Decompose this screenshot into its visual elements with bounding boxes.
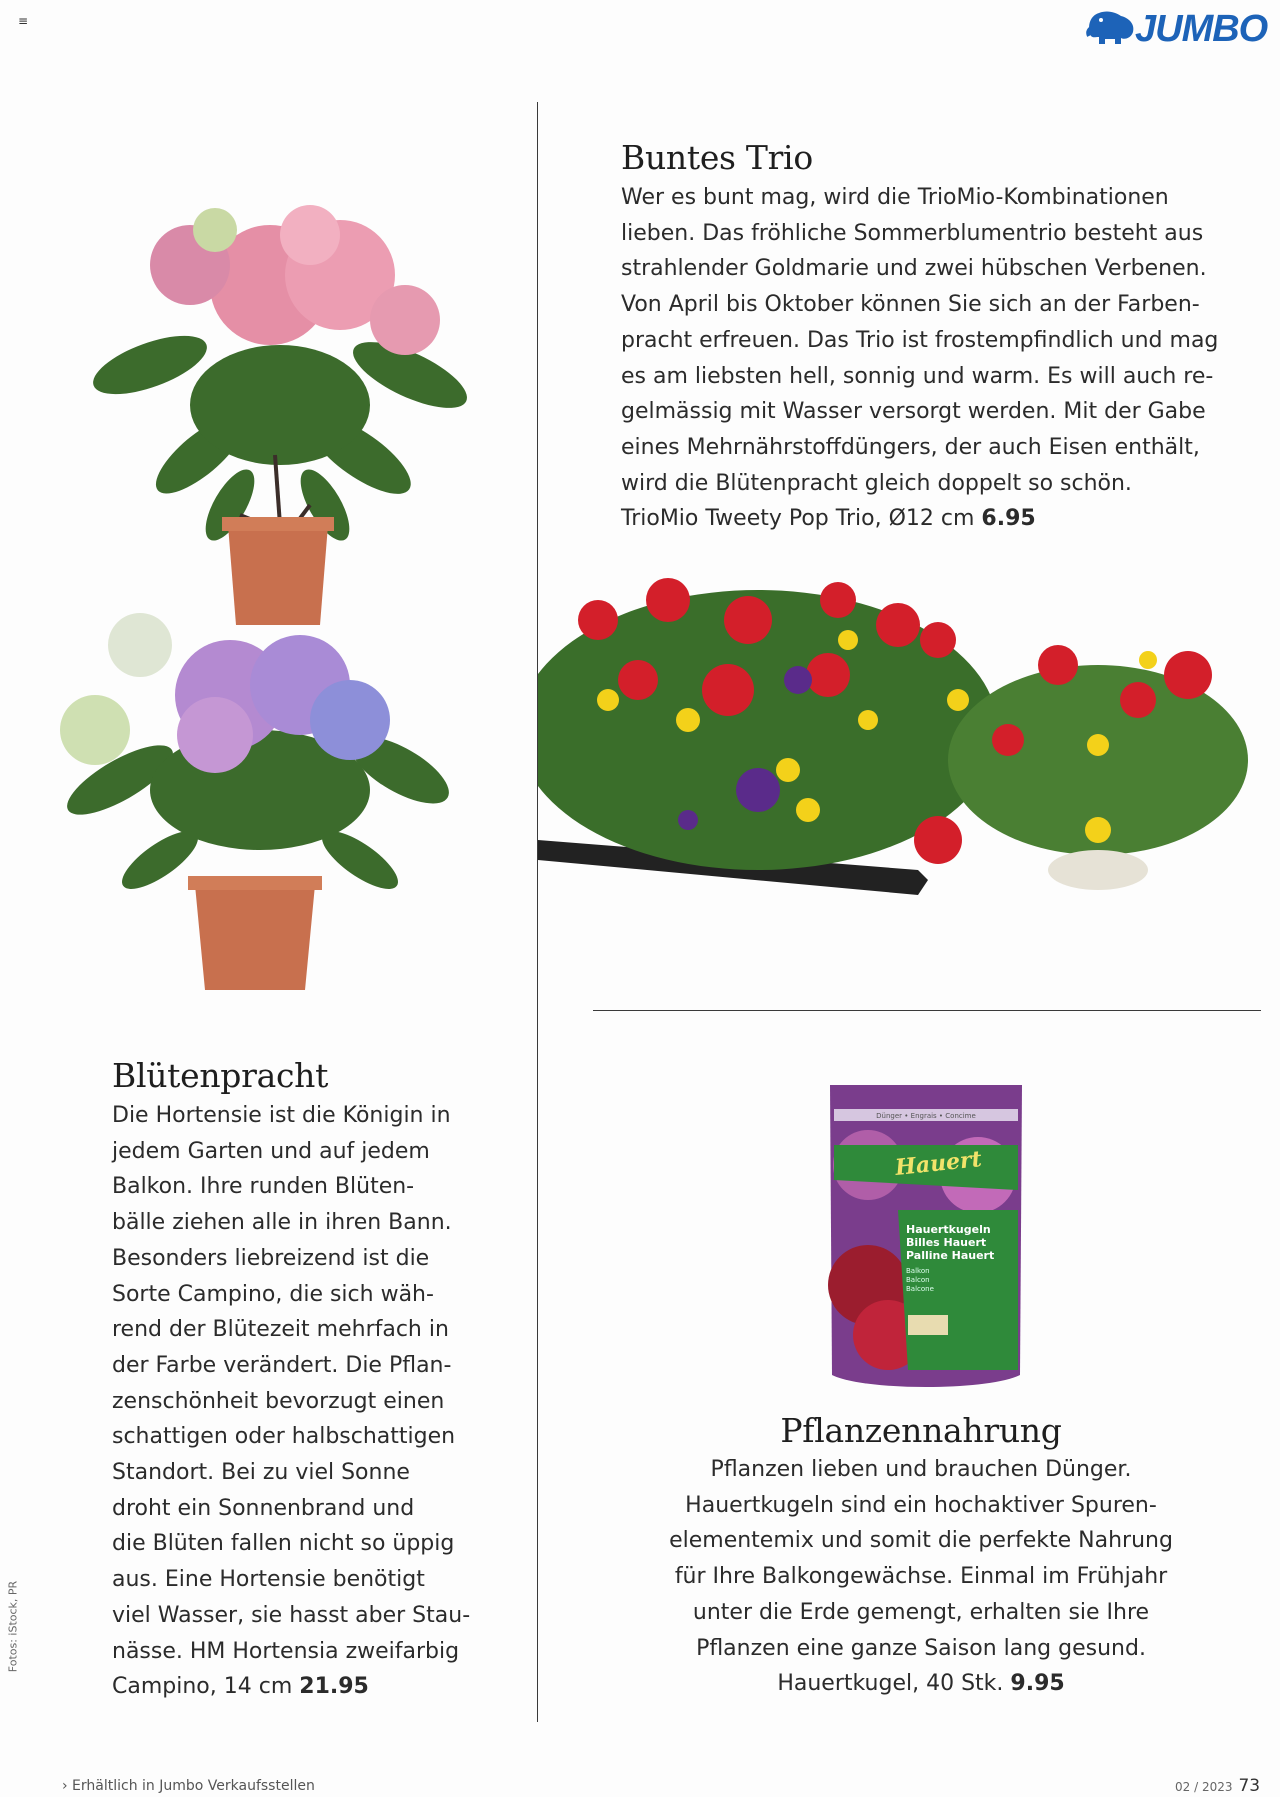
package-band-text: Dünger • Engrais • Concime xyxy=(876,1112,976,1120)
trio-flowers-image xyxy=(538,570,1273,940)
trio-line: strahlender Goldmarie und zwei hübschen Verbenen. xyxy=(621,256,1207,282)
bp-line: Sorte Campino, die sich wäh- xyxy=(112,1281,434,1307)
bluetenpracht-title: Blütenpracht xyxy=(112,1056,329,1095)
bp-line: Balkon. Ihre runden Blüten- xyxy=(112,1174,415,1200)
pn-line: Pflanzen eine ganze Saison lang gesund. xyxy=(696,1635,1146,1661)
package-name-2: Billes Hauert xyxy=(906,1236,987,1249)
pn-line: Pflanzen lieben und brauchen Dünger. xyxy=(710,1457,1132,1482)
elephant-logo-icon xyxy=(1085,6,1137,46)
package-name-1: Hauertkugeln xyxy=(906,1223,991,1236)
trio-description xyxy=(621,180,1231,537)
bp-price: 21.95 xyxy=(299,1674,369,1700)
section-divider xyxy=(593,1010,1261,1011)
bp-line: der Farbe verändert. Die Pflan- xyxy=(112,1352,452,1378)
trio-line: es am liebsten hell, sonnig und warm. Es will auch re- xyxy=(621,363,1214,389)
bp-product-line xyxy=(112,1669,492,1705)
bp-line: droht ein Sonnenbrand und xyxy=(112,1495,415,1521)
bp-line: jedem Garten und auf jedem xyxy=(112,1138,430,1164)
package-sub-2: Balcon xyxy=(906,1276,930,1284)
trio-title: Buntes Trio xyxy=(621,138,813,177)
menu-icon[interactable]: ≡ xyxy=(18,14,29,28)
trio-line: lieben. Das fröhliche Sommerblumentrio besteht aus xyxy=(621,220,1204,246)
availability-link[interactable]: › Erhältlich in Jumbo Verkaufsstellen xyxy=(62,1778,315,1794)
photo-credit: Fotos: iStock, PR xyxy=(6,1580,20,1673)
bp-product: Campino, 14 cm xyxy=(112,1674,293,1700)
blue-hydrangea-image xyxy=(30,600,490,990)
package-sub-3: Balcone xyxy=(906,1285,934,1293)
package-brand-text: Hauert xyxy=(893,1146,983,1181)
trio-product: TrioMio Tweety Pop Trio, Ø12 cm xyxy=(621,506,975,532)
pink-hydrangea-image xyxy=(60,205,510,625)
trio-line: wird die Blütenpracht gleich doppelt so schön. xyxy=(621,470,1132,496)
pn-price: 9.95 xyxy=(1010,1671,1065,1697)
page-footer xyxy=(1175,1776,1260,1796)
trio-price: 6.95 xyxy=(981,506,1036,532)
bp-line: Die Hortensie ist die Königin in xyxy=(112,1103,451,1128)
pn-line: Hauertkugeln sind ein hochaktiver Spuren- xyxy=(685,1492,1157,1518)
trio-line: Wer es bunt mag, wird die TrioMio-Kombinationen xyxy=(621,185,1169,210)
pflanzennahrung-title: Pflanzennahrung xyxy=(780,1411,1062,1450)
brand-name: JUMBO xyxy=(1135,8,1268,50)
bp-line: zenschönheit bevorzugt einen xyxy=(112,1388,445,1414)
pn-line: für Ihre Balkongewächse. Einmal im Frühjahr xyxy=(674,1564,1168,1590)
bp-line: bälle ziehen alle in ihren Bann. xyxy=(112,1210,452,1236)
trio-product-line xyxy=(621,501,1231,537)
jumbo-logo[interactable] xyxy=(1085,4,1280,48)
bp-line: aus. Eine Hortensie benötigt xyxy=(112,1567,425,1593)
pflanzennahrung-description xyxy=(600,1452,1242,1702)
bluetenpracht-description xyxy=(112,1098,492,1705)
issue-number: 02 / 2023 xyxy=(1175,1780,1233,1794)
trio-line: gelmässig mit Wasser versorgt werden. Mit der Gabe xyxy=(621,399,1206,425)
trio-line: pracht erfreuen. Das Trio ist frostempfindlich und mag xyxy=(621,327,1219,353)
package-name-3: Palline Hauert xyxy=(906,1249,995,1262)
page-number: 73 xyxy=(1238,1776,1261,1796)
bp-line: rend der Blütezeit mehrfach in xyxy=(112,1317,449,1343)
hauert-package-image xyxy=(828,1085,1024,1395)
bp-line: nässe. HM Hortensia zweifarbig xyxy=(112,1638,460,1664)
pn-line: elementemix und somit die perfekte Nahrung xyxy=(669,1528,1173,1554)
pn-product: Hauertkugel, 40 Stk. xyxy=(777,1671,1004,1697)
bp-line: Standort. Bei zu viel Sonne xyxy=(112,1460,410,1486)
trio-line: eines Mehrnährstoffdüngers, der auch Eisen enthält, xyxy=(621,434,1200,460)
bp-line: die Blüten fallen nicht so üppig xyxy=(112,1531,455,1557)
pn-line: unter die Erde gemengt, erhalten sie Ihre xyxy=(692,1599,1150,1625)
trio-line: Von April bis Oktober können Sie sich an der Farben- xyxy=(621,292,1200,318)
pn-product-line xyxy=(600,1666,1242,1702)
bp-line: schattigen oder halbschattigen xyxy=(112,1424,456,1450)
package-sub-1: Balkon xyxy=(906,1267,930,1275)
bp-line: Besonders liebreizend ist die xyxy=(112,1245,430,1271)
bp-line: viel Wasser, sie hasst aber Stau- xyxy=(112,1602,471,1628)
